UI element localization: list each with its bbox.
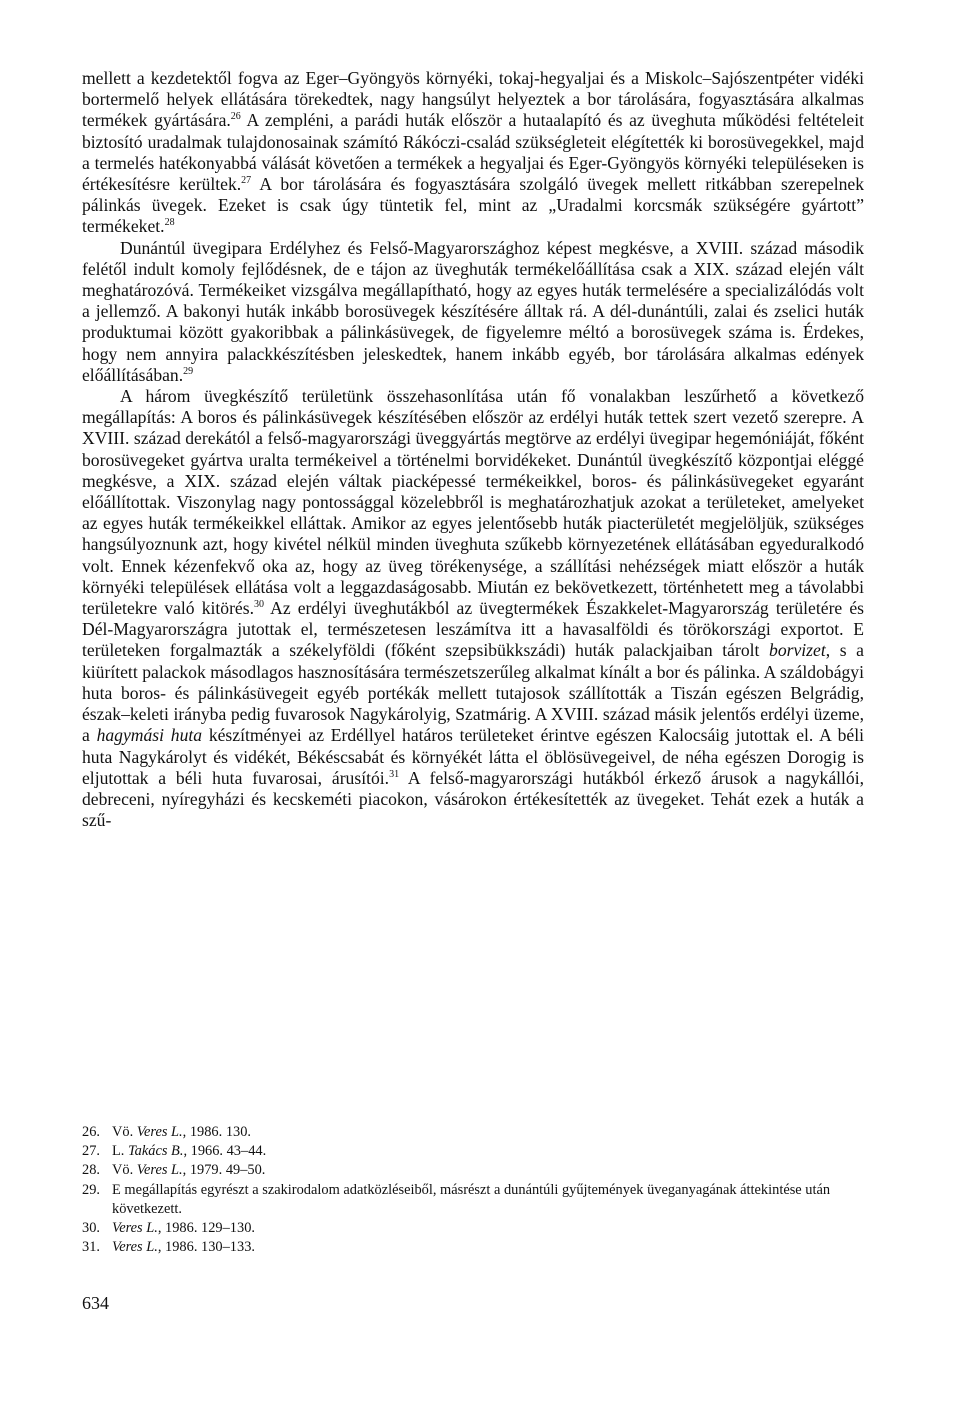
italic-text: Veres L.: [112, 1220, 158, 1237]
footnote-ref: 28: [164, 217, 175, 229]
text-run: készítményei az Erdéllyel határos területeket érintve egészen Kalocsáig jutottak el. A béli huta Nagykárolyt és vidékét, Békéscsabát és környékét látta el öblösüvegeivel, de néha egészen Dorogig is eljutottak a béli huta fuvarosai, árusítói.: [82, 725, 864, 788]
text-run: Dunántúl üvegipara Erdélyhez és Felső-Magyarországhoz képest megkésve, a XVIII. század második felétől indult komoly fejlődésnek, de e tájon az üveghuták termékelőállítása csak a XIX. század elején vált meghatározóvá. Termékeiket vizsgálva megállapítható, hogy az egyes huták termelésére a specializálódás volt a jellemző. A bakonyi huták inkább borosüvegek készítésére álltak rá. A dél-dunántúli, zalai és zselici huták produktumai között gyakoribbak a pálinkásüvegek, de figyelemre méltó a borosüvegek száma is. Érdekes, hogy nem annyira palackkészítésben jeleskedtek, hanem inkább egyéb, bor tárolására alkalmas edények előállításában.: [82, 237, 864, 385]
text-run: , 1986. 129–130.: [157, 1220, 255, 1237]
footnote: [82, 1238, 864, 1257]
page: [82, 68, 864, 831]
text-run: mellett a kezdetektől fogva az Eger–Gyöngyös környéki, tokaj-hegyaljai és a Miskolc–Sajószentpéter vidéki bortermelő helyek ellátására törekedtek, nagy hangsúlyt helyeztek a bor tárolására, fogyasztására alkalmas termékek gyártására.: [82, 68, 864, 131]
italic-text: hagymási huta: [96, 725, 203, 746]
footnote-text: [112, 1123, 864, 1142]
text-run: , s a kiürített palackok másodlagos hasznosítására természetszerűleg alkalmat kínált a bor és pálinka. A száldobágyi huta boros- és pálinkásüvegeit egyéb portékák mellett tutajosok szállították a Tiszán egészen Belgrádig, észak–keleti irányba pedig fuvarosok Nagykárolyig, Szatmárig. A XVIII. század másik jelentős erdélyi üzeme, a: [82, 640, 864, 746]
footnote-text: [112, 1219, 864, 1238]
footnote-number: 27.: [82, 1143, 100, 1160]
italic-text: Veres L.: [136, 1162, 183, 1179]
text-run: Vö.: [112, 1124, 137, 1140]
footnote-ref: 27: [241, 175, 252, 187]
text-run: , 1966. 43–44.: [183, 1143, 267, 1160]
text-run: A felső-magyarországi hutákból érkező árusok a nagykállói, debreceni, nyíregyházi és kecskeméti piacokon, vásárokon értékesítették az üvegeket. Tehát ezek a huták a szű-: [82, 767, 864, 831]
paragraph: [82, 386, 864, 831]
footnote-text: [112, 1142, 864, 1161]
text-run: , 1986. 130.: [182, 1124, 251, 1140]
footnote-text: [112, 1181, 864, 1219]
footnote: [82, 1161, 864, 1180]
footnote-text: [112, 1161, 864, 1180]
footnote-number: 29.: [82, 1181, 100, 1198]
text-run: A bor tárolására és fogyasztására szolgáló üvegek mellett ritkábban szerepelnek pálinkás üvegek. Ezeket is csak úgy tüntetik fel, mint az „Uradalmi korcsmák szükségére gyártott” termékeket.: [82, 174, 864, 237]
paragraph: [82, 238, 864, 386]
footnote: [82, 1181, 864, 1219]
footnote-number: 28.: [82, 1162, 100, 1179]
footnote-number: 30.: [82, 1220, 100, 1237]
italic-text: Takács B.: [128, 1143, 184, 1160]
text-run: Az erdélyi üveghutákból az üvegtermékek Északkelet-Magyarország területére és Dél-Magyarországra jutottak el, természetesen leszámítva itt a havasalföldi és törökországi exportot. E területeken forgalmazták a székelyföldi (főként szepsibükkszádi) huták palackjaiban tárolt: [82, 598, 864, 661]
paragraph: [82, 68, 864, 238]
text-run: , 1986. 130–133.: [157, 1239, 255, 1256]
text-run: E megállapítás egyrészt a szakirodalom adatközléseiből, másrészt a dunántúli gyűjtemények üveganyagának áttekintése után következett.: [112, 1181, 831, 1217]
footnote-number: 26.: [82, 1124, 100, 1140]
footnote: [82, 1123, 864, 1142]
text-run: A zempléni, a parádi huták először a hutaalapító és az üveghuta működési feltételeit biztosító uradalmak tulajdonosainak számító Rákóczi-család szükségleteit elégítették ki borosüvegekkel, majd a termelés hatékonyabbá válását követően a termékek a hegyaljai és Eger-Gyöngyös környéki településeken is értékesítésre kerültek.: [82, 110, 864, 195]
footnote: [82, 1219, 864, 1238]
footnote-ref: 29: [183, 365, 194, 377]
footnotes: [82, 1123, 864, 1257]
page-number: 634: [82, 1293, 109, 1313]
footnote-text: [112, 1238, 864, 1257]
footnote-ref: 26: [230, 111, 241, 123]
footnote: [82, 1142, 864, 1161]
text-run: , 1979. 49–50.: [182, 1162, 266, 1179]
italic-text: Veres L.: [112, 1239, 158, 1256]
text-run: L.: [112, 1143, 128, 1160]
text-run: Vö.: [112, 1162, 137, 1179]
text-run: A három üvegkészítő területünk összehasonlítása után fő vonalakban leszűrhető a következő megállapítás: A boros és pálinkásüvegek készítésében először az erdélyi huták tettek szert vezető szerepre. A XVIII. század derekától a felső-magyarországi üveggyártás megtörve az erdélyi üvegipar hegemóniáját, főként borosüvegeket gyártva uralta termékeivel a történelmi borvidékeket. Dunántúl üvegkészítő központjai eléggé megkésve, a XIX. század elején váltak piacképessé termékeikkel, boros- és pálinkásüvegeket egyaránt előállítottak. Viszonylag nagy pontossággal közelebbről is meghatározhatjuk azokat a területeket, amelyeket az egyes huták termékeikkel elláttak. Amikor az egyes jelentősebb huták piacterületét megjelöljük, szükséges hangsúlyoznunk azt, hogy kivétel nélkül minden üveghuta szűkebb környezetének ellátásában egyeduralkodó volt. Ennek kézenfekvő oka az, hogy az üveg törékenysége, a szállítási nehézségek miatt először a huták környéki települések ellátása volt a leggazdaságosabb. Miután ez bekövetkezett, történhetett meg a távolabbi területekre való kitörés.: [82, 386, 864, 619]
footnote-ref: 31: [389, 768, 400, 780]
body-text: [82, 68, 864, 831]
italic-text: borvizet: [769, 640, 826, 661]
footnote-ref: 30: [254, 599, 264, 611]
italic-text: Veres L.: [136, 1124, 183, 1140]
footnote-number: 31.: [82, 1239, 100, 1256]
